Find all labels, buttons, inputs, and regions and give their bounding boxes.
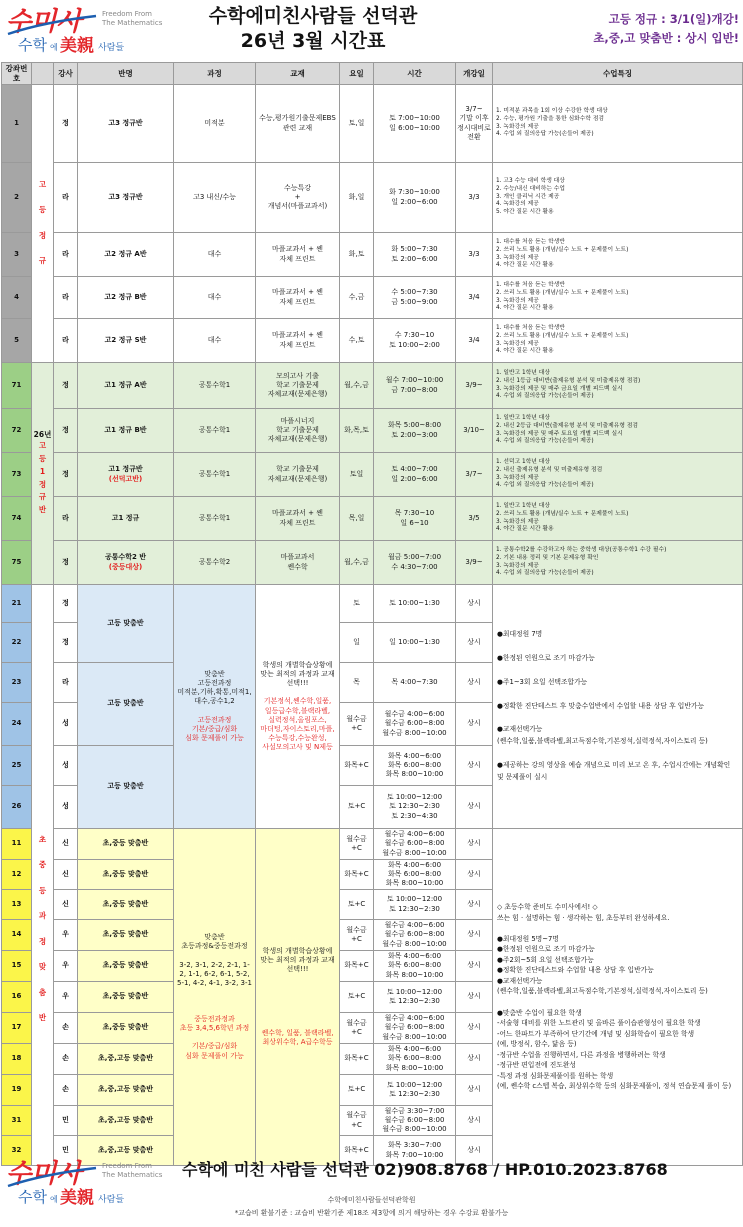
contact-info: 수학에 미친 사람들 선덕관 02)908.8768 / HP.010.2023.8768 (182, 1160, 668, 1179)
time: 화목 3:30~7:00 화목 7:00~10:00 (374, 1136, 456, 1166)
time: 토 10:00~12:00 토 12:30~2:30 (374, 1075, 456, 1106)
days: 목 (340, 663, 374, 703)
features: 1. 대수를 처음 듣는 학생반 2. 쓰리 노트 활용 (개념/실수 노트 + 문제풀이 노트) 3. 녹화강의 제공 4. 야간 질문 시간 활용 (493, 277, 743, 319)
class-name: 고2 정규 S반 (78, 319, 174, 363)
svg-text:The Mathematics: The Mathematics (102, 1171, 163, 1179)
textbook: 마플교과서 + 쎈 자체 프린트 (256, 277, 340, 319)
time: 토 4:00~7:00 일 2:00~6:00 (374, 453, 456, 497)
teacher: 민 (54, 1106, 78, 1136)
teacher: 우 (54, 920, 78, 951)
teacher: 성 (54, 703, 78, 746)
class-name: 초,중등 맞춤반 (78, 890, 174, 920)
start-date: 3/3 (456, 233, 493, 277)
teacher: 정 (54, 585, 78, 623)
class-name: 고1 정규 (78, 497, 174, 541)
class-name: 고등 맞춤반 (78, 663, 174, 746)
class-name: 초,중,고등 맞춤반 (78, 1106, 174, 1136)
brand-logo (4, 4, 179, 58)
table-row (2, 277, 743, 319)
course-no: 75 (2, 541, 32, 585)
textbook: 마플교과서 + 쎈 자체 프린트 (256, 233, 340, 277)
days: 토,일 (340, 85, 374, 163)
course-no: 73 (2, 453, 32, 497)
days: 월수금+C (340, 703, 374, 746)
time: 화 5:00~7:30 토 2:00~6:00 (374, 233, 456, 277)
days: 수,금 (340, 277, 374, 319)
time: 화목 4:00~6:00 화목 6:00~8:00 화목 8:00~10:00 (374, 860, 456, 890)
days: 화목+C (340, 746, 374, 786)
teacher: 라 (54, 319, 78, 363)
course-no: 32 (2, 1136, 32, 1166)
course: 맞춤반 고등전과정 미적분,기하,확통,미적1, 대수,공수1,2 고등전과정 기본/중급/심화 심화 문제풀이 가능 (174, 585, 256, 829)
course: 대수 (174, 319, 256, 363)
course: 미적분 (174, 85, 256, 163)
class-name: 초,중,고등 맞춤반 (78, 1044, 174, 1075)
class-name: 초,중등 맞춤반 (78, 982, 174, 1013)
course-no: 25 (2, 746, 32, 786)
class-name: 초,중등 맞춤반 (78, 829, 174, 860)
time: 월수금 4:00~6:00 월수금 6:00~8:00 월수금 8:00~10:00 (374, 920, 456, 951)
features: 1. 일반고 1학년 대상 2. 내신 1등급 대비반(출제유형 분석 및 미출제유형 점검) 3. 녹화강의 제공 및 매주 금요일 개별 피드백 실시 4. 수업 외 질의응답 가능(손들어 제공) (493, 363, 743, 409)
start-date: 상시 (456, 920, 493, 951)
teacher: 정 (54, 541, 78, 585)
course: 공통수학2 (174, 541, 256, 585)
class-name: 고3 정규반 (78, 85, 174, 163)
time: 수 5:00~7:30 금 5:00~9:00 (374, 277, 456, 319)
teacher: 신 (54, 829, 78, 860)
features: 1. 미적분 과목을 1회 이상 수강한 학생 대상 2. 수능, 평가원 기출을 통한 심화수학 점검 3. 녹화강의 제공 4. 수업 외 질의응답 가능(손들어 제공) (493, 85, 743, 163)
teacher: 우 (54, 951, 78, 982)
course-no: 14 (2, 920, 32, 951)
svg-text:에: 에 (50, 1195, 58, 1204)
features: 1. 일반고 1학년 대상 2. 내신 2등급 대비반(출제유형 분석 및 미출제유형 점검 3. 녹화강의 제공 및 매주 토요일 개별 피드백 실시 4. 수업 외 질의응답 가능(손들어 제공) (493, 409, 743, 453)
title-line1: 수학에미친사람들 선덕관 (208, 5, 418, 27)
teacher: 손 (54, 1075, 78, 1106)
col-header-1 (32, 63, 54, 85)
course: 공통수학1 (174, 409, 256, 453)
time: 토 7:00~10:00 일 6:00~10:00 (374, 85, 456, 163)
start-date: 3/10~ (456, 409, 493, 453)
course-no: 11 (2, 829, 32, 860)
time: 화목 4:00~6:00 화목 6:00~8:00 화목 8:00~10:00 (374, 1044, 456, 1075)
course-no: 2 (2, 163, 32, 233)
footer-refund: *교습비 환불기준 : 교습비 반환기준 제18조 제3항에 의거 해당하는 경우 수강료 환불가능 (234, 1209, 509, 1217)
start-date: 상시 (456, 982, 493, 1013)
days: 화목+C (340, 951, 374, 982)
table-row (2, 497, 743, 541)
svg-text:수미사: 수미사 (6, 7, 82, 37)
class-name: 고1 정규반 (선덕고반) (78, 453, 174, 497)
course-no: 4 (2, 277, 32, 319)
features: 1. 공통수학2를 수강하고자 하는 중학생 대상(공통수학1 수강 필수) 2. 기본 내용 정리 및 기본 문제유형 확인 3. 녹화강의 제공 4. 수업 외 질의응답 가능(손들어 제공) (493, 541, 743, 585)
start-date: 상시 (456, 746, 493, 786)
start-date: 3/7~ (456, 453, 493, 497)
time: 월수금 3:30~7:00 월수금 6:00~8:00 월수금 8:00~10:00 (374, 1106, 456, 1136)
table-row (2, 409, 743, 453)
class-name: 고2 정규 A반 (78, 233, 174, 277)
time: 월수금 4:00~6:00 월수금 6:00~8:00 월수금 8:00~10:00 (374, 829, 456, 860)
start-date: 상시 (456, 1044, 493, 1075)
start-date: 상시 (456, 1136, 493, 1166)
group-label: 26년 고 등 1 정 규 반 (32, 363, 54, 585)
time: 화목 5:00~8:00 토 2:00~3:00 (374, 409, 456, 453)
time: 화목 4:00~6:00 화목 6:00~8:00 화목 8:00~10:00 (374, 951, 456, 982)
course: 공통수학1 (174, 363, 256, 409)
textbook: 수능,평가원기출문제EBS 관련 교재 (256, 85, 340, 163)
time: 월수금 4:00~6:00 월수금 6:00~8:00 월수금 8:00~10:00 (374, 1013, 456, 1044)
time: 화목 4:00~6:00 화목 6:00~8:00 화목 8:00~10:00 (374, 746, 456, 786)
course-no: 18 (2, 1044, 32, 1075)
start-date: 3/3 (456, 163, 493, 233)
teacher: 라 (54, 163, 78, 233)
col-header-7: 시간 (374, 63, 456, 85)
start-date: 3/4 (456, 319, 493, 363)
table-row (2, 829, 743, 860)
time: 일 10:00~1:30 (374, 623, 456, 663)
course-no: 74 (2, 497, 32, 541)
notice (593, 10, 739, 48)
start-date: 상시 (456, 1075, 493, 1106)
table-row (2, 585, 743, 623)
col-header-5: 교재 (256, 63, 340, 85)
time: 토 10:00~12:00 토 12:30~2:30 (374, 890, 456, 920)
time: 토 10:00~12:00 토 12:30~2:30 (374, 982, 456, 1013)
class-name: 초,중등 맞춤반 (78, 951, 174, 982)
days: 월수금+C (340, 920, 374, 951)
class-name: 초,중등 맞춤반 (78, 860, 174, 890)
group-label: 초 중 등 과 정 맞 춤 반 (32, 585, 54, 1166)
notice-custom: 초,중,고 맞춤반 : 상시 입반! (593, 31, 739, 45)
course-no: 13 (2, 890, 32, 920)
days: 월,수,금 (340, 541, 374, 585)
features: ◇ 초등수학 준비도 수미사에서! ◇ 쓰는 힘 · 설명하는 힘 · 생각하는 힘, 초등부터 완성하세요. ●최대정원 5명~7명 ●한정된 인원으로 조기 마감가능 ●주2회~5회 요일 선택조합가능 ●정확한 진단테스트와 수업할 내용 상담 후 입반가능 ●교재선택가능 (쎈수학,일품,블랙라벨,최고득점수학,기본정석,실력정석,자이스토리 등) ●맞춤반 수업이 필요한 학생 -서술형 대비를 위한 노트관리 및 올바른 풀이습관형성이 필요한 학생 -어느 한파트가 부족하여 단기간에 개념 및 심화학습이 필요한 학생 (예, 방정식, 함수, 닮음 등) -정규반 수업을 진행하면서, 다른 과정을 병행하려는 학생 -정규반 편입전에 진도완성 -특정 과정 심화문제풀이를 원하는 학생 (예, 쎈수학 c스텝 복습, 최상위수학 등의 심화문제풀이, 정석 연습문제 풀이 등) (493, 829, 743, 1166)
time: 화 7:30~10:00 일 2:00~6:00 (374, 163, 456, 233)
time: 토 10:00~1:30 (374, 585, 456, 623)
class-name: 공통수학2 반 (중등대상) (78, 541, 174, 585)
days: 화목+C (340, 1136, 374, 1166)
days: 월수금+C (340, 829, 374, 860)
course-no: 1 (2, 85, 32, 163)
start-date: 3/5 (456, 497, 493, 541)
days: 토+C (340, 982, 374, 1013)
col-header-9: 수업특징 (493, 63, 743, 85)
start-date: 상시 (456, 951, 493, 982)
svg-text:사람들: 사람들 (98, 43, 125, 53)
start-date: 상시 (456, 585, 493, 623)
col-header-8: 개강일 (456, 63, 493, 85)
time: 월수금 4:00~6:00 월수금 6:00~8:00 월수금 8:00~10:00 (374, 703, 456, 746)
table-row (2, 541, 743, 585)
textbook: 학생의 개별학습상황에 맞는 최적의 과정과 교재 선택!!! 쎈수학, 일품, 블랙라벨, 최상위수학, A급수학등 (256, 829, 340, 1166)
course-no: 72 (2, 409, 32, 453)
course: 고3 내신/수능 (174, 163, 256, 233)
start-date: 3/9~ (456, 541, 493, 585)
start-date: 상시 (456, 860, 493, 890)
table-row (2, 453, 743, 497)
course: 공통수학1 (174, 453, 256, 497)
svg-text:수학: 수학 (18, 36, 47, 54)
course: 공통수학1 (174, 497, 256, 541)
start-date: 상시 (456, 703, 493, 746)
time: 토 10:00~12:00 토 12:30~2:30 토 2:30~4:30 (374, 786, 456, 829)
time: 수 7:30~10 토 10:00~2:00 (374, 319, 456, 363)
group-label: 고 등 정 규 (32, 85, 54, 363)
col-header-4: 과정 (174, 63, 256, 85)
course-no: 3 (2, 233, 32, 277)
features: 1. 일반고 1학년 대상 2. 쓰리 노트 활용 (개념/실수 노트 + 문제풀이 노트) 3. 녹화강의 제공 4. 야간 질문 시간 활용 (493, 497, 743, 541)
start-date: 상시 (456, 890, 493, 920)
teacher: 신 (54, 890, 78, 920)
days: 월수금+C (340, 1106, 374, 1136)
col-header-0: 강좌번호 (2, 63, 32, 85)
teacher: 정 (54, 453, 78, 497)
class-name: 고1 정규 B반 (78, 409, 174, 453)
col-header-6: 요일 (340, 63, 374, 85)
course: 대수 (174, 233, 256, 277)
class-name: 고등 맞춤반 (78, 585, 174, 663)
days: 월수금+C (340, 1013, 374, 1044)
features: ●최대정원 7명 ●한정된 인원으로 조기 마감가능 ●주1~3회 요일 선택조합가능 ●정확한 진단테스트 후 맞춤수업반에서 수업할 내용 상담 후 입반가능 ●교재선택가능 (쎈수학,일품,블랙라벨,최고득점수학,기본정석,실력정석,자이스토리 등) ●제공하는 강의 영상을 예습 개념으로 미리 보고 온 후, 수업시간에는 개념확인 및 문제풀이 실시 (493, 585, 743, 829)
course-no: 23 (2, 663, 32, 703)
teacher: 손 (54, 1013, 78, 1044)
days: 수,토 (340, 319, 374, 363)
teacher: 정 (54, 363, 78, 409)
days: 화목+C (340, 860, 374, 890)
features: 1. 대수를 처음 듣는 학생반 2. 쓰리 노트 활용 (개념/실수 노트 + 문제풀이 노트) 3. 녹화강의 제공 4. 야간 질문 시간 활용 (493, 319, 743, 363)
start-date: 상시 (456, 1013, 493, 1044)
table-row (2, 233, 743, 277)
teacher: 정 (54, 409, 78, 453)
course-no: 71 (2, 363, 32, 409)
course-no: 31 (2, 1106, 32, 1136)
teacher: 라 (54, 233, 78, 277)
teacher: 우 (54, 982, 78, 1013)
teacher: 손 (54, 1044, 78, 1075)
textbook: 수능특강 + 개념서(마플교과서) (256, 163, 340, 233)
start-date: 상시 (456, 786, 493, 829)
days: 화,토 (340, 233, 374, 277)
features: 1. 선덕고 1학년 대상 2. 내신 출제유형 분석 및 미출제유형 점검 3. 녹화강의 제공 4. 수업 외 질의응답 가능(손들어 제공) (493, 453, 743, 497)
svg-text:美親: 美親 (60, 1188, 94, 1208)
time: 목 4:00~7:30 (374, 663, 456, 703)
teacher: 정 (54, 623, 78, 663)
header (0, 0, 743, 60)
teacher: 신 (54, 860, 78, 890)
days: 화,목,토 (340, 409, 374, 453)
class-name: 초,중등 맞춤반 (78, 1013, 174, 1044)
class-name: 고등 맞춤반 (78, 746, 174, 829)
course-no: 22 (2, 623, 32, 663)
course: 맞춤반 초등과정&중등전과정 3-2, 3-1, 2-2, 2-1, 1- 2, 1-1, 6-2, 6-1, 5-2, 5-1, 4-2, 4-1, 3-2, 3-1 중등전과정과 초등 3,4,5,6학년 과정 기본/중급/심화 심화 문제풀이 가능 (174, 829, 256, 1166)
footer (0, 1150, 743, 1227)
start-date: 상시 (456, 623, 493, 663)
course-no: 17 (2, 1013, 32, 1044)
days: 일 (340, 623, 374, 663)
svg-text:수미사: 수미사 (6, 1159, 82, 1189)
class-name: 고3 정규반 (78, 163, 174, 233)
class-name: 초,중등 맞춤반 (78, 920, 174, 951)
course-no: 15 (2, 951, 32, 982)
page-title (168, 4, 458, 54)
textbook: 학생의 개별학습상황에 맞는 최적의 과정과 교재 선택!!! 기본정석,쎈수학,일품, 일등급수학,블랙라벨, 실력정석,올림포스, 마더텅,자이스토리,마플, 수능특강,수능완성, 사설모의고사 및 N제등 (256, 585, 340, 829)
title-line2: 26년 3월 시간표 (240, 30, 386, 52)
start-date: 상시 (456, 1106, 493, 1136)
days: 월,수,금 (340, 363, 374, 409)
svg-text:Freedom From: Freedom From (102, 10, 152, 18)
teacher: 성 (54, 746, 78, 786)
features: 1. 대수를 처음 듣는 학생반 2. 쓰리 노트 활용 (개념/실수 노트 + 문제풀이 노트) 3. 녹화강의 제공 4. 야간 질문 시간 활용 (493, 233, 743, 277)
table-row (2, 363, 743, 409)
course-no: 12 (2, 860, 32, 890)
teacher: 라 (54, 663, 78, 703)
table-row (2, 163, 743, 233)
days: 화,일 (340, 163, 374, 233)
textbook: 마플교과서 + 쎈 자체 프린트 (256, 497, 340, 541)
svg-text:The Mathematics: The Mathematics (102, 19, 163, 27)
start-date: 상시 (456, 829, 493, 860)
time: 월금 5:00~7:00 수 4:30~7:00 (374, 541, 456, 585)
course-no: 24 (2, 703, 32, 746)
col-header-2: 강사 (54, 63, 78, 85)
textbook: 모의고사 기출 학교 기출문제 자체교재(문제은행) (256, 363, 340, 409)
class-name: 초,중,고등 맞춤반 (78, 1136, 174, 1166)
days: 토일 (340, 453, 374, 497)
time: 월수 7:00~10:00 금 7:00~8:00 (374, 363, 456, 409)
course: 대수 (174, 277, 256, 319)
teacher: 라 (54, 497, 78, 541)
teacher: 민 (54, 1136, 78, 1166)
table-header (2, 63, 743, 85)
start-date: 3/9~ (456, 363, 493, 409)
svg-text:에: 에 (50, 43, 58, 52)
course-no: 26 (2, 786, 32, 829)
days: 토+C (340, 786, 374, 829)
class-name: 초,중,고등 맞춤반 (78, 1075, 174, 1106)
days: 토 (340, 585, 374, 623)
days: 화목+C (340, 1044, 374, 1075)
col-header-3: 반명 (78, 63, 174, 85)
textbook: 마플시너지 학교 기출문제 자체교재(문제은행) (256, 409, 340, 453)
course-no: 5 (2, 319, 32, 363)
time: 목 7:30~10 일 6~10 (374, 497, 456, 541)
textbook: 학교 기출문제 자체교재(문제은행) (256, 453, 340, 497)
svg-text:수학: 수학 (18, 1188, 47, 1206)
course-no: 21 (2, 585, 32, 623)
days: 목,일 (340, 497, 374, 541)
table-row (2, 85, 743, 163)
start-date: 3/7~ 기말 이후 정시대비로 전환 (456, 85, 493, 163)
textbook: 마플교과서 + 쎈 자체 프린트 (256, 319, 340, 363)
svg-text:美親: 美親 (60, 36, 94, 56)
notice-high: 고등 정규 : 3/1(일)개강! (608, 12, 739, 26)
class-name: 고2 정규 B반 (78, 277, 174, 319)
footer-org: 수학에미친사람들선덕관학원 (327, 1196, 416, 1204)
days: 토+C (340, 1075, 374, 1106)
timetable (1, 62, 743, 1166)
textbook: 마플교과서 쎈수학 (256, 541, 340, 585)
table-row (2, 319, 743, 363)
start-date: 3/4 (456, 277, 493, 319)
start-date: 상시 (456, 663, 493, 703)
features: 1. 고3 수능 대비 학생 대상 2. 수능/내신 대비하는 수업 3. 개인 클리닉 시간 제공 4. 녹화강의 제공 5. 야간 질문 시간 활용 (493, 163, 743, 233)
svg-text:사람들: 사람들 (98, 1195, 125, 1205)
teacher: 라 (54, 277, 78, 319)
teacher: 정 (54, 85, 78, 163)
course-no: 19 (2, 1075, 32, 1106)
days: 토+C (340, 890, 374, 920)
svg-text:Freedom From: Freedom From (102, 1162, 152, 1170)
course-no: 16 (2, 982, 32, 1013)
teacher: 성 (54, 786, 78, 829)
class-name: 고1 정규 A반 (78, 363, 174, 409)
